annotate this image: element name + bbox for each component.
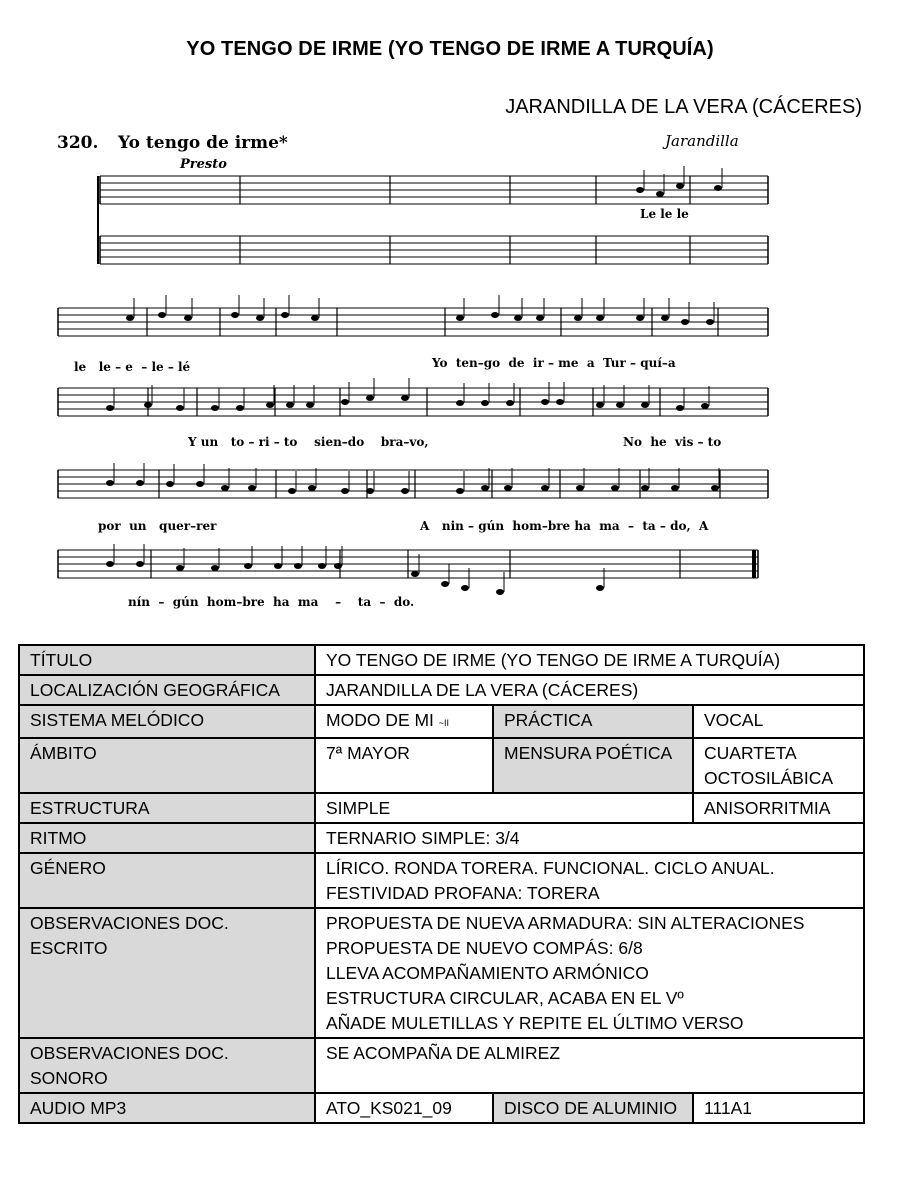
row-ambito [19,738,864,793]
note-heads [106,183,722,595]
obs-escrito-line: PROPUESTA DE NUEVO COMPÁS: 6/8 [326,938,643,958]
titulo-label: TÍTULO [19,645,315,675]
estructura-label: ESTRUCTURA [19,793,315,823]
audio-value: ATO_KS021_09 [315,1093,493,1123]
genero-cell [315,853,864,908]
obs-escrito-line: LLEVA ACOMPAÑAMIENTO ARMÓNICO [326,963,649,983]
sistema-suffix: ~II [438,718,450,728]
lyric-line-3: Yo ten–go de ir – me a Tur – quí–a [432,356,676,370]
row-obs-escrito [19,908,864,1038]
music-score [40,118,780,618]
row-titulo [19,645,864,675]
localizacion-label: LOCALIZACIÓN GEOGRÁFICA [19,675,315,705]
genero-value-2: FESTIVIDAD PROFANA: TORERA [326,883,600,903]
score-song-title: Yo tengo de irme* [118,133,288,153]
disco-label: DISCO DE ALUMINIO [493,1093,693,1123]
obs-escrito-line: AÑADE MULETILLAS Y REPITE EL ÚLTIMO VERSO [326,1013,744,1033]
lyric-line-7: A nin – gún hom–bre ha ma – ta – do, A [420,519,709,533]
genero-value-1: LÍRICO. RONDA TORERA. FUNCIONAL. CICLO ANUAL. [326,858,775,878]
localizacion-value: JARANDILLA DE LA VERA (CÁCERES) [315,675,864,705]
lyric-line-2: le le – e – le – lé [74,360,191,374]
lyric-line-6: por un quer–rer [98,519,217,533]
titulo-value: YO TENGO DE IRME (YO TENGO DE IRME A TURQUÍA) [315,645,864,675]
audio-label: AUDIO MP3 [19,1093,315,1123]
row-estructura [19,793,864,823]
estructura-extra: ANISORRITMIA [693,793,864,823]
ritmo-value: TERNARIO SIMPLE: 3/4 [315,823,864,853]
document-place: JARANDILLA DE LA VERA (CÁCERES) [505,96,862,118]
obs-sonoro-value: SE ACOMPAÑA DE ALMIREZ [315,1038,864,1093]
row-audio [19,1093,864,1123]
mensura-value-2: OCTOSILÁBICA [704,768,834,788]
metadata-table [18,644,865,1124]
row-sistema [19,705,864,738]
estructura-value: SIMPLE [315,793,693,823]
obs-sonoro-label: OBSERVACIONES DOC. SONORO [19,1038,315,1093]
sistema-cell [315,705,493,738]
score-number: 320. [57,133,99,153]
ritmo-label: RITMO [19,823,315,853]
lyric-line-8: nín – gún hom–bre ha ma – ta – do. [128,595,415,609]
ambito-value: 7ª MAYOR [315,738,493,793]
row-ritmo [19,823,864,853]
lyric-line-5: No he vis – to [623,435,722,449]
lyric-line-1: Le le le [640,207,689,221]
row-obs-sonoro [19,1038,864,1093]
mensura-label: MENSURA POÉTICA [493,738,693,793]
score-tempo: Presto [180,157,227,172]
lyric-line-4: Y un to – ri – to sien–do bra–vo, [188,435,429,449]
practica-label: PRÁCTICA [493,705,693,738]
practica-value: VOCAL [693,705,864,738]
ambito-label: ÁMBITO [19,738,315,793]
score-place: Jarandilla [665,132,739,150]
disco-value: 111A1 [693,1093,864,1123]
row-localizacion [19,675,864,705]
sistema-value: MODO DE MI [326,710,434,730]
row-genero [19,853,864,908]
mensura-cell [693,738,864,793]
obs-escrito-line: PROPUESTA DE NUEVA ARMADURA: SIN ALTERACIONES [326,913,805,933]
obs-escrito-cell [315,908,864,1038]
genero-label: GÉNERO [19,853,315,908]
document-title: YO TENGO DE IRME (YO TENGO DE IRME A TURQUÍA) [186,38,714,60]
sistema-label: SISTEMA MELÓDICO [19,705,315,738]
obs-escrito-label: OBSERVACIONES DOC. ESCRITO [19,908,315,1038]
obs-escrito-line: ESTRUCTURA CIRCULAR, ACABA EN EL Vº [326,988,684,1008]
mensura-value-1: CUARTETA [704,743,797,763]
